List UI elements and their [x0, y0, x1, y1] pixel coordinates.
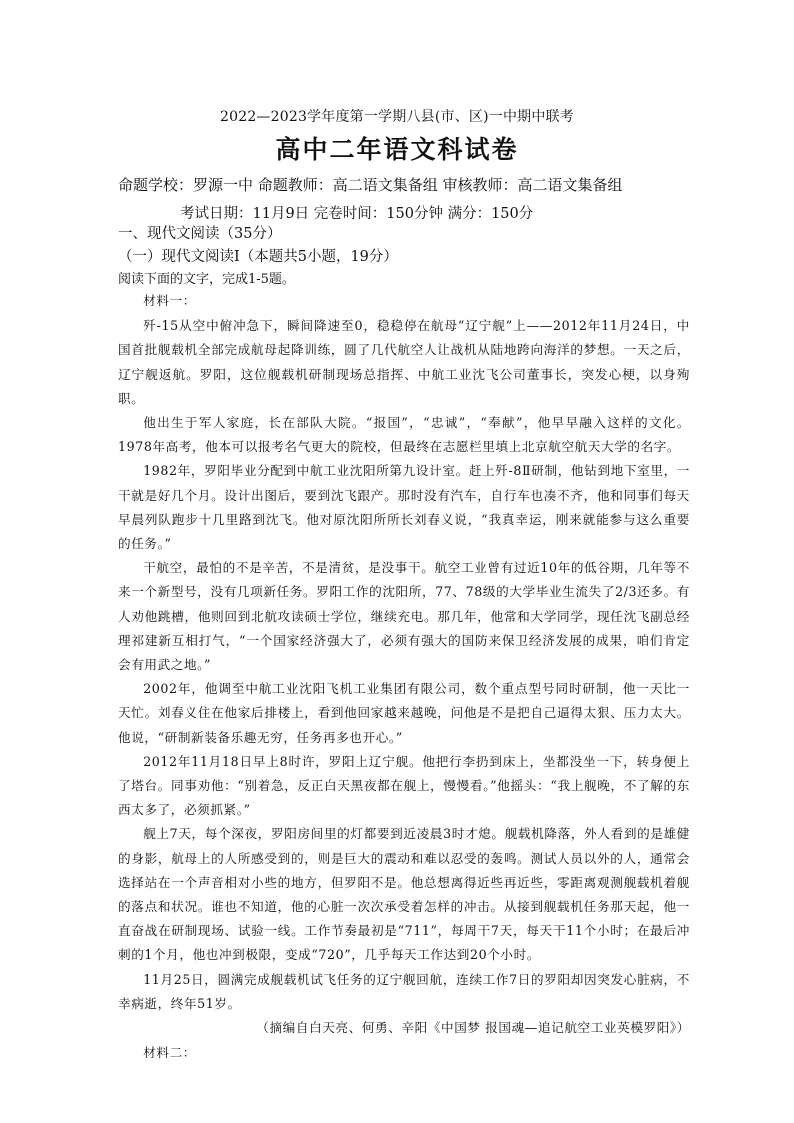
paragraph: 2012年11月18日早上8时许，罗阳上辽宁舰。他把行李扔到床上，坐都没坐一下，转身便上了塔台。同事劝他：“别着急，反正白天黑夜都在舰上，慢慢看。”他摇头：“我上舰晚，不了解的东西太多了，必须抓紧。” [118, 753, 690, 818]
paragraph: 他出生于军人家庭，长在部队大院。“报国”，“忠诚”，“奉献”，他早早融入这样的文化。1978年高考，他本可以报考名气更大的院校，但最终在志愿栏里填上北京航空航天大学的名字。 [118, 415, 690, 455]
paragraph: 舰上7天，每个深夜，罗阳房间里的灯都要到近凌晨3时才熄。舰载机降落，外人看到的是雄健的身影，航母上的人所感受到的，则是巨大的震动和难以忍受的轰鸣。测试人员以外的人，通常会选择站在一个声音相对小些的地方，但罗阳不是。他总想离得近些再近些，零距离观测舰载机着舰的落点和状况。谁也不知道，他的心脏一次次承受着怎样的冲击。从接到舰载机任务那天起，他一直奋战在研制现场、试验一线。工作节奏最初是“711”，每周干7天，每天干11个小时；在最后冲刺的1个月，他也冲到极限，变成“720”，几乎每天工作达到20个小时。 [118, 826, 690, 963]
subsection-heading: （一）现代文阅读Ⅰ（本题共5小题，19分） [118, 249, 398, 265]
material-label: 材料二： [143, 1045, 196, 1061]
exam-time-info: 考试日期：11月9日 完卷时间：150分钟 满分：150分 [180, 206, 534, 222]
source-citation: （摘编自白天亮、何勇、辛阳《中国梦 报国魂—追记航空工业英模罗阳》） [256, 1020, 690, 1036]
section-heading: 一、现代文阅读（35分） [118, 226, 282, 242]
material-label: 材料一： [143, 293, 196, 308]
exam-subtitle: 2022—2023学年度第一学期八县(市、区)一中期中联考 [220, 109, 574, 125]
paragraph: 2002年，他调至中航工业沈阳飞机工业集团有限公司，数个重点型号同时研制，他一天比一天忙。刘春义住在他家后排楼上，看到他回家越来越晚，问他是不是把自己逼得太狠、压力太大。他说，“研制新装备乐趣无穷，任务再多也开心。” [118, 681, 690, 745]
paragraph: 歼-15从空中俯冲急下，瞬间降速至0，稳稳停在航母“辽宁舰”上——2012年11月24日，中国首批舰载机全部完成航母起降训练，圆了几代航空人让战机从陆地跨向海洋的梦想。一天之后，辽宁舰返航。罗阳，这位舰载机研制现场总指挥、中航工业沈飞公司董事长，突发心梗，以身殉职。 [118, 318, 690, 406]
reading-passage [118, 288, 690, 1067]
paragraph: 1982年，罗阳毕业分配到中航工业沈阳所第九设计室。赶上歼-8Ⅱ研制，他钻到地下室里，一干就是好几个月。设计出图后，要到沈飞跟产。那时没有汽车，自行车也凑不齐，他和同事们每天早晨列队跑步十几里路到沈飞。他对原沈阳所所长刘春义说，“我真幸运，刚来就能参与这么重要的任务。” [118, 463, 690, 552]
paragraph: 干航空，最怕的不是辛苦，不是清贫，是没事干。航空工业曾有过近10年的低谷期，几年等不来一个新型号，没有几项新任务。罗阳工作的沈阳所，77、78级的大学毕业生流失了2/3还多。有人劝他跳槽，他则回到北航攻读硕士学位，继续充电。那几年，他常和大学同学，现任沈飞副总经理祁建新互相打气，“一个国家经济强大了，必须有强大的国防来保卫经济发展的成果，咱们肯定会有用武之地。” [118, 560, 690, 673]
exam-staff-info: 命题学校：罗源一中 命题教师：高二语文集备组 审核教师：高二语文集备组 [118, 176, 623, 194]
paragraph: 11月25日，圆满完成舰载机试飞任务的辽宁舰回航，连续工作7日的罗阳却因突发心脏病，不幸病逝，终年51岁。 [118, 971, 690, 1011]
exam-title: 高中二年语文科试卷 [275, 135, 519, 164]
reading-instruction: 阅读下面的文字，完成1-5题。 [118, 272, 295, 287]
